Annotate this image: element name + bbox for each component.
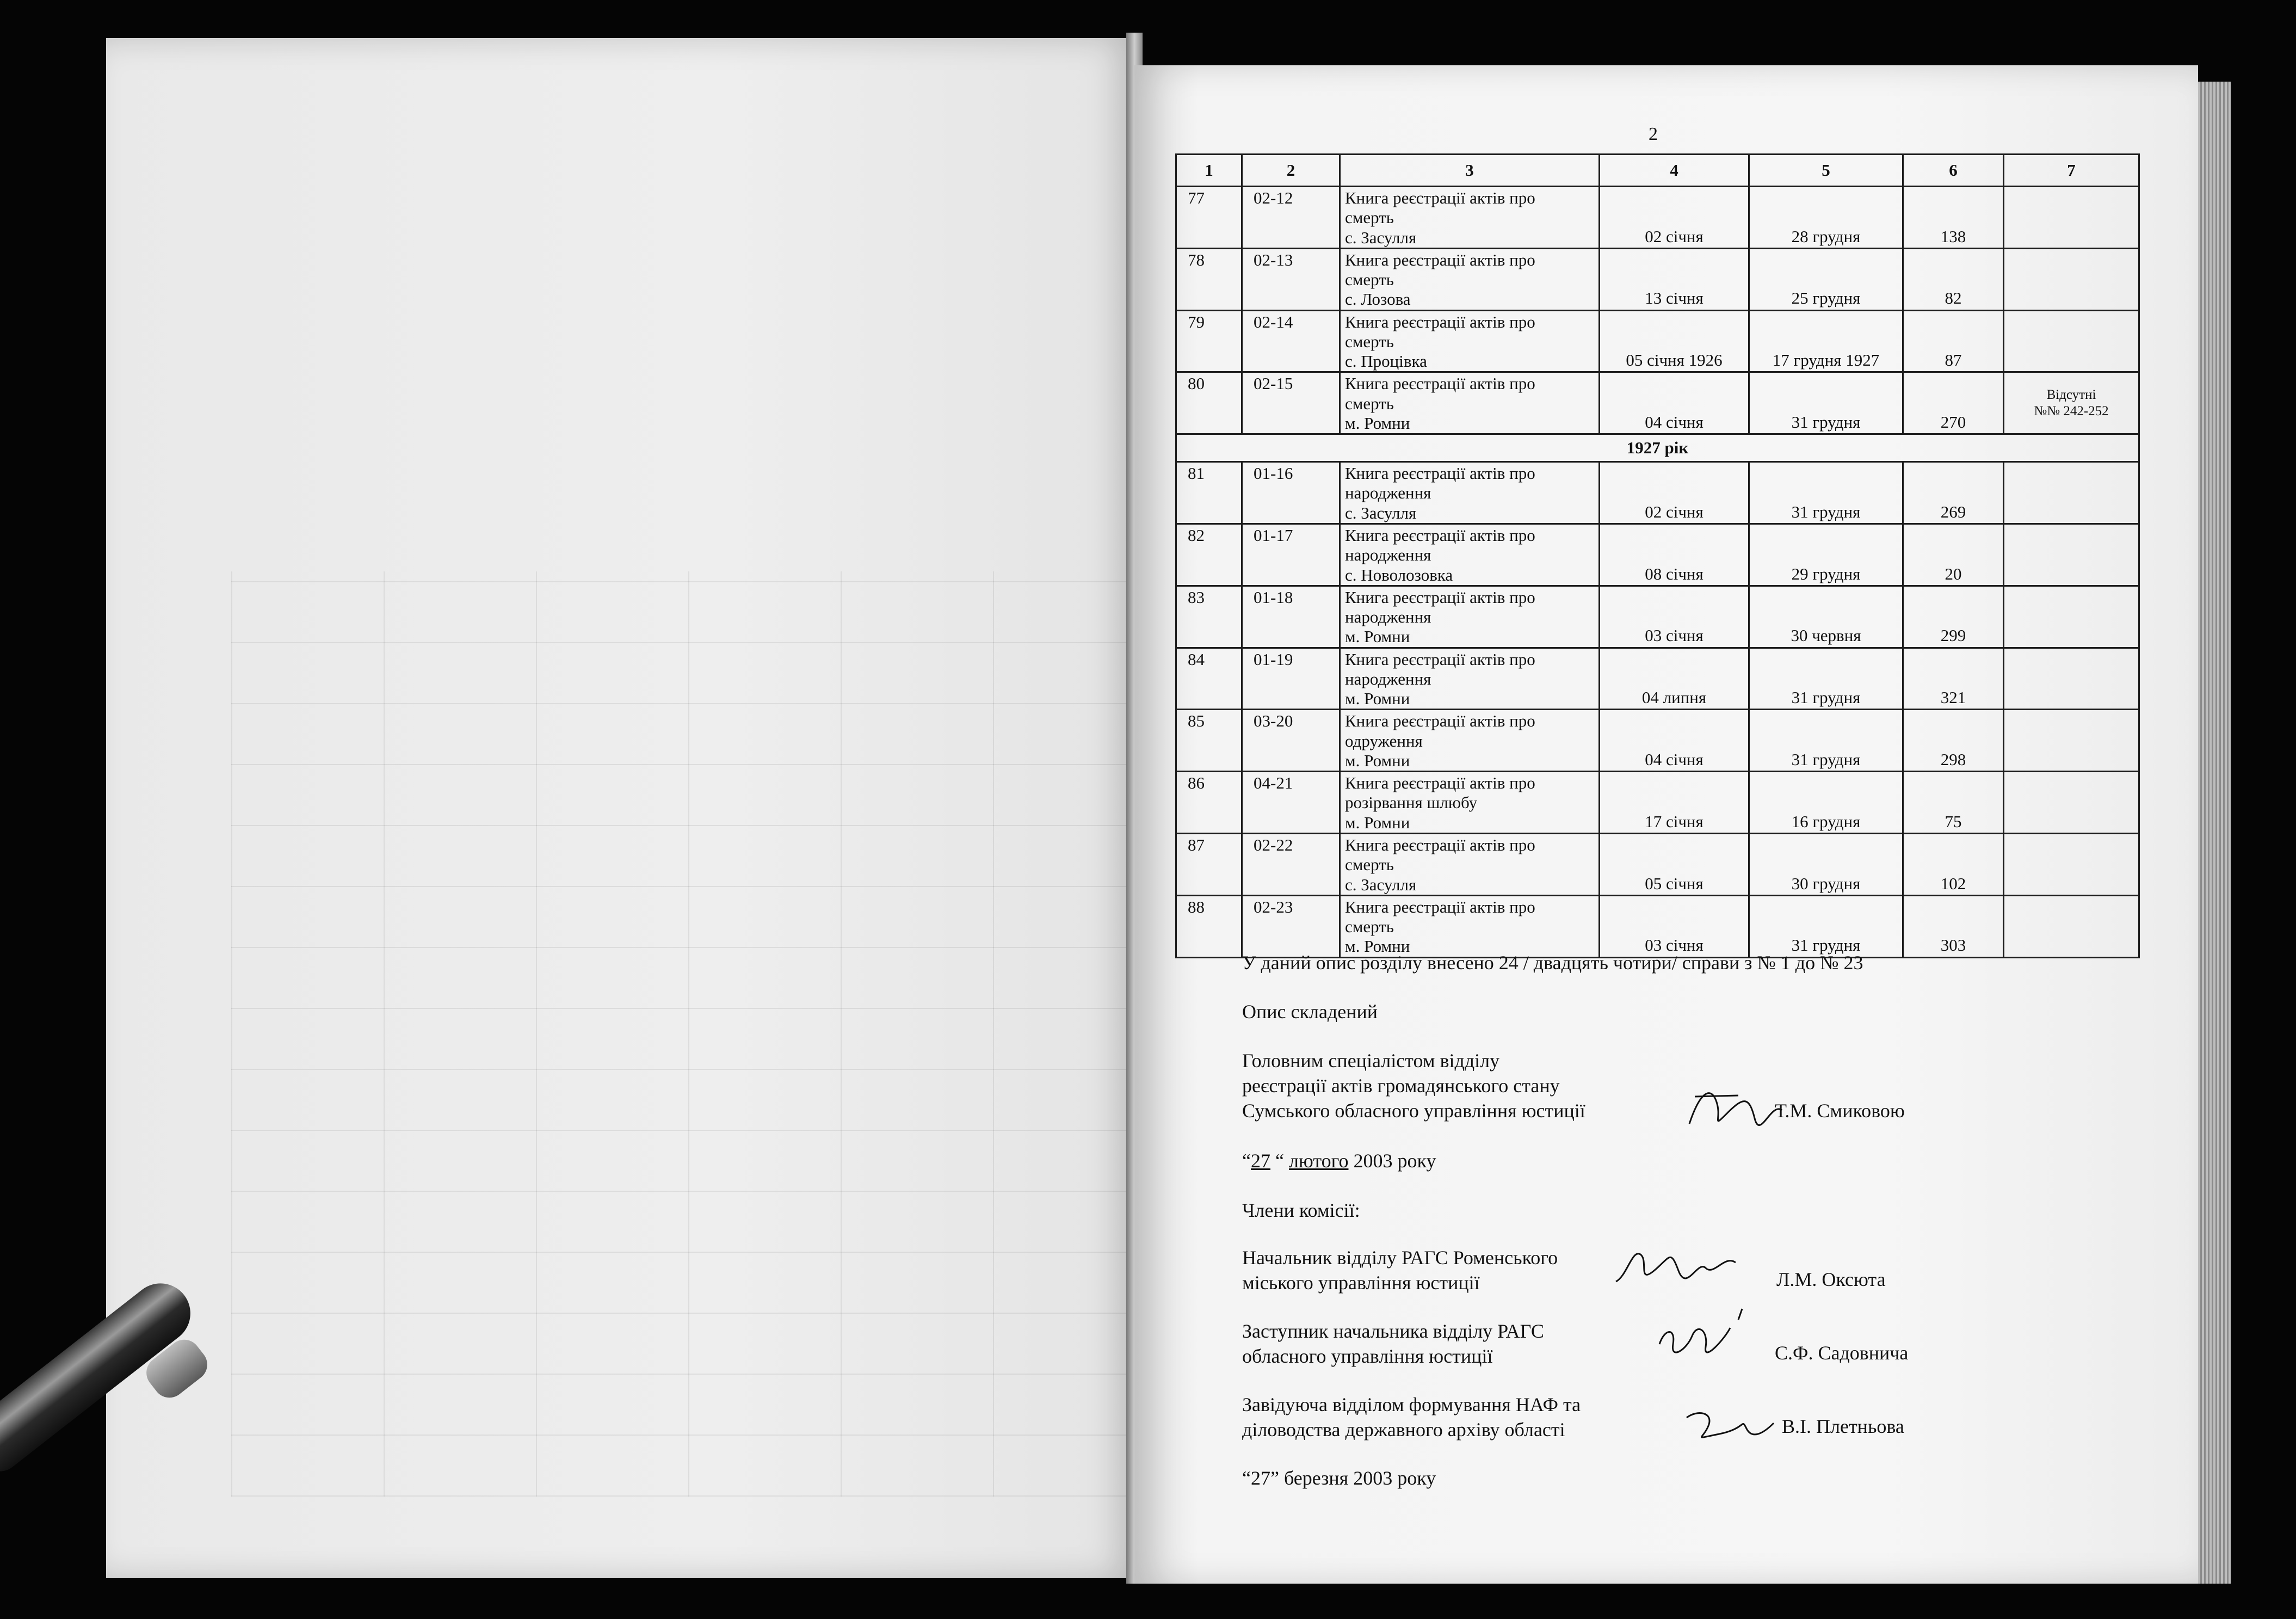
row-title-line: Книга реєстрації актів про	[1345, 897, 1535, 916]
row-number: 85	[1176, 710, 1242, 772]
row-note	[2004, 462, 2139, 524]
column-header: 7	[2004, 155, 2139, 187]
member1-position-line1: Начальник відділу РАГС Роменського	[1242, 1247, 1558, 1269]
row-title	[1340, 895, 1600, 957]
row-end-date: 29 грудня	[1749, 524, 1903, 586]
table-row	[1176, 372, 2139, 434]
row-title-line: Книга реєстрації актів про	[1345, 711, 1535, 731]
row-title-line: с. Лозова	[1345, 290, 1411, 309]
row-note	[2004, 310, 2139, 372]
row-index: 02-22	[1242, 833, 1340, 895]
row-number: 81	[1176, 462, 1242, 524]
register-table	[1175, 153, 2140, 958]
table-row	[1176, 772, 2139, 834]
member1-position-line2: міського управління юстиції	[1242, 1272, 1480, 1294]
row-sheet-count: 87	[1903, 310, 2004, 372]
row-title-line: с. Новолозовка	[1345, 565, 1453, 584]
row-title	[1340, 648, 1600, 710]
row-title	[1340, 462, 1600, 524]
row-title-line: Книга реєстрації актів про	[1345, 188, 1535, 207]
row-start-date: 03 січня	[1600, 895, 1749, 957]
row-sheet-count: 299	[1903, 586, 2004, 648]
member3-position-line1: Завідуюча відділом формування НАФ та	[1242, 1394, 1581, 1415]
row-title-line: одруження	[1345, 731, 1423, 750]
row-end-date: 30 грудня	[1749, 833, 1903, 895]
table-row	[1176, 310, 2139, 372]
show-through-table	[231, 571, 1145, 1497]
row-title-line: Книга реєстрації актів про	[1345, 525, 1535, 545]
row-number: 79	[1176, 310, 1242, 372]
row-sheet-count: 269	[1903, 462, 2004, 524]
row-index: 01-18	[1242, 586, 1340, 648]
table-header-row	[1176, 155, 2139, 187]
row-title-line: смерть	[1345, 270, 1394, 290]
column-header: 1	[1176, 155, 1242, 187]
row-title-line: м. Ромни	[1345, 413, 1410, 433]
row-number: 78	[1176, 248, 1242, 310]
row-sheet-count: 75	[1903, 772, 2004, 834]
row-index: 01-17	[1242, 524, 1340, 586]
row-title-line: Книга реєстрації актів про	[1345, 773, 1535, 793]
row-sheet-count: 138	[1903, 187, 2004, 249]
compiler-name: Т.М. Смиковою	[1775, 1100, 1905, 1122]
row-index: 02-15	[1242, 372, 1340, 434]
row-number: 80	[1176, 372, 1242, 434]
row-sheet-count: 321	[1903, 648, 2004, 710]
row-note	[2004, 895, 2139, 957]
column-header: 4	[1600, 155, 1749, 187]
row-start-date: 04 січня	[1600, 710, 1749, 772]
row-index: 01-16	[1242, 462, 1340, 524]
row-title-line: народження	[1345, 545, 1431, 565]
row-title	[1340, 372, 1600, 434]
row-title-line: Книга реєстрації актів про	[1345, 312, 1535, 331]
row-index: 02-23	[1242, 895, 1340, 957]
summary-text: У даний опис розділу внесено 24 / двадцять чотири/ справи з № 1 до № 23	[1242, 952, 1863, 974]
row-title-line: с. Засулля	[1345, 875, 1417, 894]
row-end-date: 16 грудня	[1749, 772, 1903, 834]
row-note	[2004, 248, 2139, 310]
table-row	[1176, 648, 2139, 710]
row-title-line: смерть	[1345, 331, 1394, 351]
row-title-line: м. Ромни	[1345, 937, 1410, 956]
row-title-line: смерть	[1345, 208, 1394, 227]
row-title-line: м. Ромни	[1345, 812, 1410, 832]
compiler-signature	[1678, 1080, 1787, 1135]
row-number: 86	[1176, 772, 1242, 834]
row-note	[2004, 524, 2139, 586]
row-title-line: Книга реєстрації актів про	[1345, 835, 1535, 854]
left-page	[106, 38, 1134, 1578]
row-end-date: 30 червня	[1749, 586, 1903, 648]
row-start-date: 05 січня 1926	[1600, 310, 1749, 372]
row-end-date: 31 грудня	[1749, 372, 1903, 434]
approval-date: “27” березня 2003 року	[1242, 1467, 1436, 1489]
row-start-date: 05 січня	[1600, 833, 1749, 895]
row-index: 01-19	[1242, 648, 1340, 710]
row-sheet-count: 82	[1903, 248, 2004, 310]
compiler-position-line1: Головним спеціалістом відділу	[1242, 1050, 1500, 1072]
row-title-line: розірвання шлюбу	[1345, 793, 1478, 812]
row-end-date: 31 грудня	[1749, 462, 1903, 524]
table-row	[1176, 586, 2139, 648]
row-note	[2004, 187, 2139, 249]
row-title-line: народження	[1345, 483, 1431, 503]
row-title-line: народження	[1345, 669, 1431, 688]
row-title-line: Книга реєстрації актів про	[1345, 250, 1535, 269]
row-title-line: Книга реєстрації актів про	[1345, 374, 1535, 393]
row-title-line: м. Ромни	[1345, 689, 1410, 709]
row-index: 02-14	[1242, 310, 1340, 372]
row-note	[2004, 833, 2139, 895]
row-end-date: 28 грудня	[1749, 187, 1903, 249]
table-row	[1176, 524, 2139, 586]
row-note	[2004, 648, 2139, 710]
row-number: 77	[1176, 187, 1242, 249]
row-start-date: 02 січня	[1600, 462, 1749, 524]
row-title-line: Книга реєстрації актів про	[1345, 464, 1535, 483]
row-title	[1340, 524, 1600, 586]
row-title-line: Книга реєстрації актів про	[1345, 649, 1535, 669]
members-label: Члени комісії:	[1242, 1199, 1360, 1221]
row-index: 02-13	[1242, 248, 1340, 310]
row-title-line: м. Ромни	[1345, 750, 1410, 770]
row-start-date: 04 січня	[1600, 372, 1749, 434]
row-title-line: народження	[1345, 607, 1431, 627]
page-edges	[2198, 82, 2231, 1584]
row-title	[1340, 586, 1600, 648]
row-title-line: смерть	[1345, 393, 1394, 413]
row-note	[2004, 772, 2139, 834]
row-number: 88	[1176, 895, 1242, 957]
row-sheet-count: 20	[1903, 524, 2004, 586]
row-end-date: 31 грудня	[1749, 895, 1903, 957]
row-title-line: смерть	[1345, 855, 1394, 875]
row-title	[1340, 772, 1600, 834]
row-number: 84	[1176, 648, 1242, 710]
member2-position-line2: обласного управління юстиції	[1242, 1345, 1493, 1367]
row-start-date: 04 липня	[1600, 648, 1749, 710]
member3-name: В.І. Плетньова	[1782, 1415, 1904, 1437]
row-start-date: 17 січня	[1600, 772, 1749, 834]
row-title-line: смерть	[1345, 917, 1394, 937]
row-end-date: 31 грудня	[1749, 710, 1903, 772]
member2-signature	[1649, 1306, 1757, 1361]
row-sheet-count: 303	[1903, 895, 2004, 957]
page-number: 2	[1649, 124, 1658, 144]
member1-signature	[1610, 1238, 1741, 1292]
row-start-date: 02 січня	[1600, 187, 1749, 249]
row-title	[1340, 710, 1600, 772]
row-index: 02-12	[1242, 187, 1340, 249]
compile-date-month: лютого	[1288, 1150, 1349, 1172]
row-start-date: 13 січня	[1600, 248, 1749, 310]
row-number: 82	[1176, 524, 1242, 586]
row-sheet-count: 298	[1903, 710, 2004, 772]
table-row	[1176, 187, 2139, 249]
member1-name: Л.М. Оксюта	[1776, 1269, 1886, 1290]
column-header: 5	[1749, 155, 1903, 187]
table-row	[1176, 248, 2139, 310]
row-index: 04-21	[1242, 772, 1340, 834]
row-title-line: с. Процівка	[1345, 352, 1427, 371]
compiled-label: Опис складений	[1242, 1001, 1378, 1023]
compile-date-year: 2003 року	[1353, 1150, 1436, 1172]
column-header: 6	[1903, 155, 2004, 187]
column-header: 3	[1340, 155, 1600, 187]
row-note	[2004, 586, 2139, 648]
row-title	[1340, 833, 1600, 895]
compile-date-day: 27	[1250, 1150, 1270, 1172]
row-note: Відсутні №№ 242-252	[2004, 372, 2139, 434]
row-end-date: 31 грудня	[1749, 648, 1903, 710]
row-title-line: с. Засулля	[1345, 503, 1417, 522]
member2-name: С.Ф. Садовнича	[1775, 1342, 1909, 1364]
table-row	[1176, 833, 2139, 895]
member2-position-line1: Заступник начальника відділу РАГС	[1242, 1320, 1544, 1342]
table-row	[1176, 895, 2139, 957]
row-title	[1340, 187, 1600, 249]
year-section-row	[1176, 434, 2139, 462]
table-row	[1176, 462, 2139, 524]
row-start-date: 03 січня	[1600, 586, 1749, 648]
row-number: 83	[1176, 586, 1242, 648]
compiler-position-line3: Сумського обласного управління юстиції	[1242, 1100, 1585, 1122]
table-row	[1176, 710, 2139, 772]
row-title	[1340, 248, 1600, 310]
row-sheet-count: 102	[1903, 833, 2004, 895]
row-note	[2004, 710, 2139, 772]
row-index: 03-20	[1242, 710, 1340, 772]
year-label: 1927 рік	[1176, 434, 2139, 462]
row-title-line: Книга реєстрації актів про	[1345, 587, 1535, 607]
compiler-position-line2: реєстрації актів громадянського стану	[1242, 1075, 1560, 1097]
column-header: 2	[1242, 155, 1340, 187]
row-title-line: м. Ромни	[1345, 627, 1410, 647]
row-end-date: 17 грудня 1927	[1749, 310, 1903, 372]
row-number: 87	[1176, 833, 1242, 895]
member3-signature	[1676, 1396, 1785, 1450]
row-sheet-count: 270	[1903, 372, 2004, 434]
compile-date: “27 “ лютого 2003 року	[1242, 1150, 1436, 1172]
row-title-line: с. Засулля	[1345, 227, 1417, 247]
row-start-date: 08 січня	[1600, 524, 1749, 586]
row-end-date: 25 грудня	[1749, 248, 1903, 310]
row-title	[1340, 310, 1600, 372]
member3-position-line2: діловодства державного архіву області	[1242, 1419, 1565, 1441]
